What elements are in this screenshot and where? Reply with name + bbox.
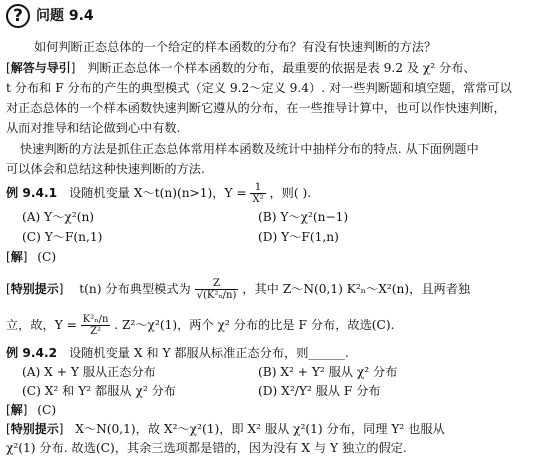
example-1-hint-fraction-2: $\frac{\text{K²ₙ/n}}{\text{Z²}}$ [82,314,109,337]
example-1-label: 例 9.4.1 [6,186,58,200]
answer-guide-line-2: t 分布和 F 分布的产生的典型模式（定义 9.2～定义 9.4）. 对一些判断题和填空题，常常可以 [6,81,512,95]
example-1-stem: 例 9.4.1 设随机变量 X～t(n)(n>1)，Y = $\frac{1}{\text{X²}}$ ，则( ). [6,182,312,205]
method-line-2: 可以体会和总结这种快速判断的方法. [6,162,205,176]
example-2-hint-label: [特别提示] [6,422,64,436]
example-2-option-d: (D) X²/Y² 服从 F 分布 [258,384,381,398]
example-2-hint-line-2: χ²(1) 分布. 故选(C)，其余三选项都是错的，因为没有 X 与 Y 独立的假定. [6,441,407,455]
example-1-option-d: (D) Y～F(1,n) [258,230,339,244]
example-2-hint-line-1: [特别提示] X～N(0,1)，故 X²～χ²(1)，即 X² 服从 χ²(1) 分布，同理 Y² 也服从 [6,422,445,436]
example-1-option-b: (B) Y～χ²(n−1) [258,210,349,224]
answer-guide-line-1: [解答与导引] 判断正态总体一个样本函数的分布，最重要的依据是表 9.2 及 χ² 分布、 [6,61,476,75]
example-2-option-a: (A) X + Y 服从正态分布 [22,365,156,379]
question-title: 问题 9.4 [36,8,94,24]
example-1-hint-fraction: $\frac{Z}{\text{√(K²ₙ/n)}}$ [196,278,237,301]
example-1-hint-line-1: [特别提示] t(n) 分布典型模式为 $\frac{Z}{\text{√(K²ₙ/n)}}$ ，其中 Z～N(0,1) K²ₙ～X²(n)，且两者独 [6,278,471,301]
example-1-option-a: (A) Y～χ²(n) [22,210,95,224]
example-1-fraction: $\frac{1}{\text{X²}}$ [252,182,264,205]
question-mark-icon: ? [6,4,30,28]
example-2-label: 例 9.4.2 [6,346,58,360]
method-line-1: 快速判断的方法是抓住正态总体常用样本函数及统计中抽样分布的特点. 从下面例题中 [20,142,479,156]
answer-guide-line-4: 从而对推导和结论做到心中有数. [6,121,181,135]
example-1-hint-line-2: 立，故，Y = $\frac{\text{K²ₙ/n}}{\text{Z²}}$ . Z²～χ²(1)，两个 χ² 分布的比是 F 分布，故选(C). [6,314,395,337]
example-2-stem: 例 9.4.2 设随机变量 X 和 Y 都服从标准正态分布，则______. [6,346,349,360]
example-2-option-c: (C) X² 和 Y² 都服从 χ² 分布 [22,384,176,398]
example-2-answer: [解] (C) [6,403,57,417]
answer-guide-label: [解答与导引] [6,61,76,75]
question-text: 如何判断正态总体的一个给定的样本函数的分布？有没有快速判断的方法？ [34,40,437,54]
example-1-hint-label: [特别提示] [6,282,64,296]
example-1-option-c: (C) Y～F(n,1) [22,230,103,244]
example-1-answer: [解] (C) [6,250,57,264]
answer-guide-line-3: 对正态总体的一个样本函数快速判断它遵从的分布，在一些推导计算中，也可以作快速判断， [6,101,506,115]
example-2-option-b: (B) X² + Y² 服从 χ² 分布 [258,365,398,379]
